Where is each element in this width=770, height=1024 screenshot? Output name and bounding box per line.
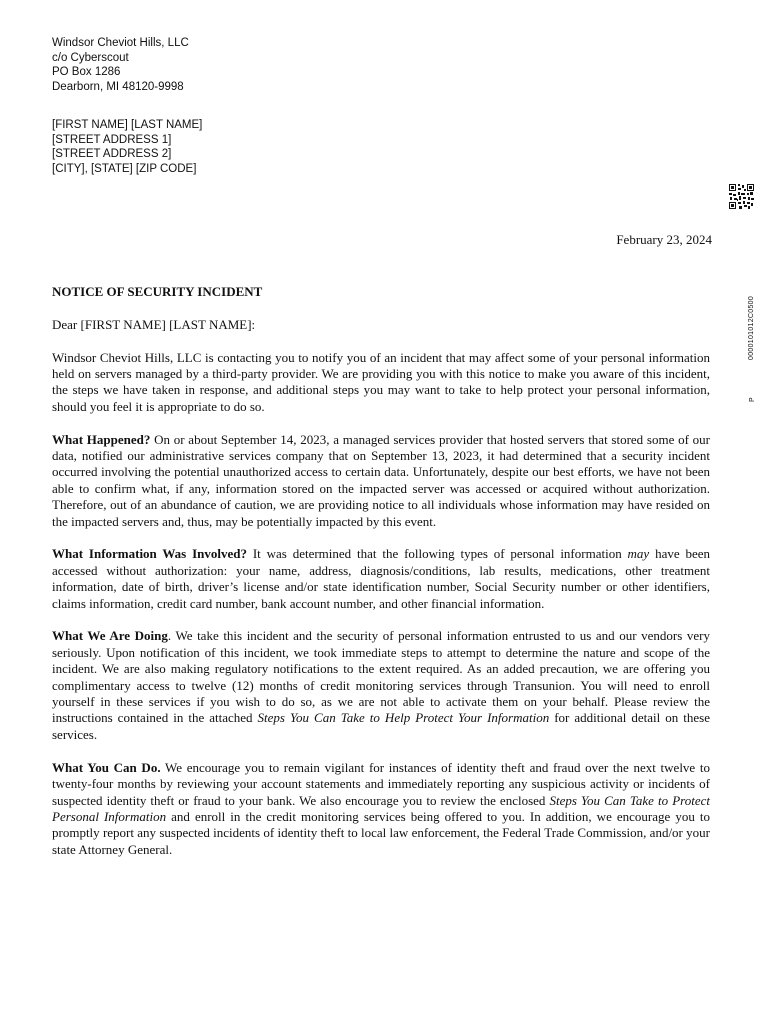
what-information-text-after: have been accessed without authorization: your name, address, diagnosis/conditions, lab results, medications, other treatment information, date of birth, driver’s license and/or state identification number, Social Security number or other identifiers, claims information, credit card number, bank account number, and other financial information. — [52, 546, 710, 611]
what-information-emphasis: may — [627, 546, 650, 562]
what-information-heading: What Information Was Involved? — [52, 546, 247, 562]
sender-name: Windsor Cheviot Hills, LLC — [52, 37, 189, 49]
side-control-code: 0000101012C0500 — [748, 295, 755, 361]
what-you-can-do-heading: What You Can Do. — [52, 759, 161, 775]
side-marker: P — [749, 397, 756, 402]
what-information-text-before: It was determined that the following types of personal information — [247, 546, 628, 562]
sender-city: Dearborn, MI 48120-9998 — [52, 80, 184, 93]
qr-code-icon — [729, 184, 754, 209]
notice-title: NOTICE OF SECURITY INCIDENT — [52, 284, 263, 299]
recipient-name: [FIRST NAME] [LAST NAME] — [52, 119, 203, 131]
what-you-can-do-paragraph — [52, 760, 710, 858]
sender-address — [52, 36, 189, 94]
sender-po-box: PO Box 1286 — [52, 66, 121, 79]
what-we-are-doing-text-before: . We take this incident and the security of personal information entrusted to us and our vendors very seriously. Upon notification of this incident, we took immediate steps to attempt to determine the nature and scope of the incident. We are also making regulatory notifications to the extent required. As an added precaution, we are offering you complimentary access to twelve (12) months of credit monitoring services through Transunion. You will need to enroll yourself in these services if you wish to do so, as we are not able to activate them on your behalf. Please review the instructions contained in the attached — [52, 628, 710, 726]
what-we-are-doing-text-after: for additional detail on these services. — [52, 710, 710, 742]
recipient-address — [52, 118, 202, 176]
what-happened-paragraph — [52, 432, 710, 530]
letter-date: February 23, 2024 — [616, 232, 712, 247]
what-we-are-doing-heading: What We Are Doing — [52, 628, 168, 644]
what-you-can-do-text-after: and enroll in the credit monitoring services being offered to you. In addition, we encourage you to promptly report any suspected incidents of identity theft to local law enforcement, the Federal Trade Commission, and/or your state Attorney General. — [52, 808, 710, 857]
steps-reference: Steps You Can Take to Help Protect Your Information — [257, 710, 550, 726]
intro-paragraph: Windsor Cheviot Hills, LLC is contacting you to notify you of an incident that may affect some of your personal information held on servers managed by a third-party provider. We are providing you with this notice to make you aware of this incident, the steps we have taken in response, and additional steps you may want to take to help protect your personal information, should you feel it is appropriate to do so. — [52, 349, 710, 414]
what-information-paragraph — [52, 546, 710, 612]
letter-body — [52, 284, 710, 875]
protect-info-reference: Steps You Can Take to Protect Personal Information — [52, 792, 710, 824]
sender-care-of: c/o Cyberscout — [52, 51, 129, 64]
what-happened-text: On or about September 14, 2023, a managed services provider that hosted servers that stored some of our data, notified our administrative services company that on September 13, 2023, it had determined that a security incident occurred involving the potential unauthorized access to certain data. Unfortunately, despite our best efforts, we have not been able to confirm what, if any, information stored on the impacted server was accessed or acquired without authorization. Therefore, out of an abundance of caution, we are providing notice to all individuals whose information may have resided on the impacted servers and, thus, may be potentially impacted by this event. — [52, 431, 710, 529]
salutation: Dear [FIRST NAME] [LAST NAME]: — [52, 316, 256, 332]
recipient-city-state-zip: [CITY], [STATE] [ZIP CODE] — [52, 162, 197, 175]
recipient-street-2: [STREET ADDRESS 2] — [52, 148, 172, 161]
recipient-street-1: [STREET ADDRESS 1] — [52, 133, 172, 146]
what-you-can-do-text-before: We encourage you to remain vigilant for instances of identity theft and fraud over the next twelve to twenty-four months by reviewing your account statements and immediately reporting any suspicious activity or incidents of suspected identity theft or fraud to your bank. We also encourage you to review the enclosed — [52, 759, 710, 808]
what-we-are-doing-paragraph — [52, 628, 710, 743]
what-happened-heading: What Happened? — [52, 431, 151, 447]
